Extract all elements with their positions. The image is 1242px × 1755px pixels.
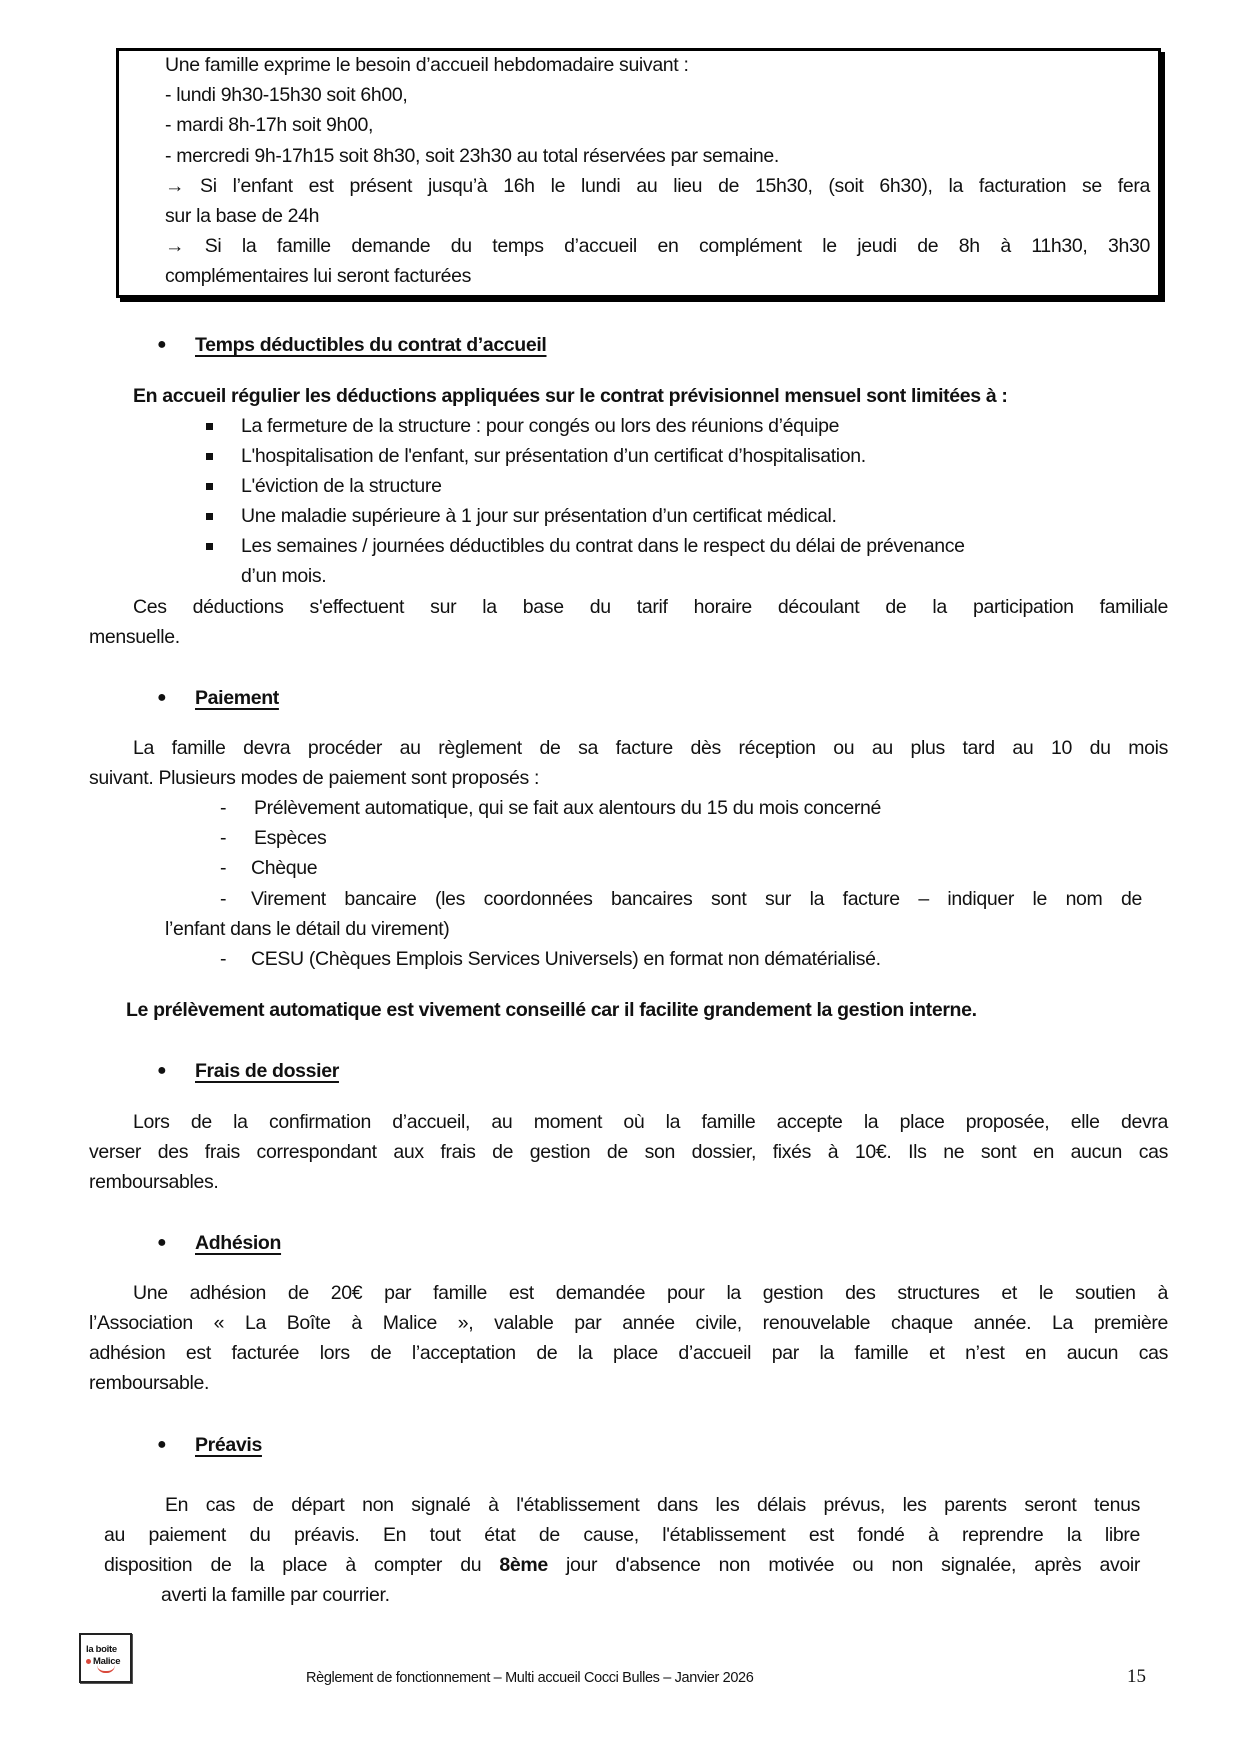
- bullet-icon: ●: [157, 1436, 167, 1453]
- square-bullet-icon: [206, 453, 213, 460]
- logo-text: la boîte: [86, 1644, 117, 1655]
- deduction-item: La fermeture de la structure : pour congés ou lors des réunions d’équipe: [241, 415, 840, 437]
- payment-method: Virement bancaire (les coordonnées bancaires sont sur la facture – indiquer le nom de: [251, 888, 1142, 910]
- logo-dot-icon: [86, 1659, 91, 1664]
- example-line: - mardi 8h-17h soit 9h00,: [165, 114, 374, 136]
- preavis-text: jour d'absence non motivée ou non signalée, après avoir: [547, 1554, 1140, 1576]
- example-line: - lundi 9h30-15h30 soit 6h00,: [165, 84, 408, 106]
- dash-icon: -: [220, 797, 227, 819]
- deductions-paragraph: mensuelle.: [89, 626, 180, 648]
- dash-icon: -: [220, 827, 227, 849]
- paiement-paragraph: suivant. Plusieurs modes de paiement sont proposés :: [89, 767, 540, 789]
- example-line: Une famille exprime le besoin d’accueil hebdomadaire suivant :: [165, 54, 689, 76]
- frais-paragraph: Lors de la confirmation d’accueil, au moment où la famille accepte la place proposée, elle devra: [133, 1111, 1168, 1133]
- payment-method: Prélèvement automatique, qui se fait aux alentours du 15 du mois concerné: [254, 797, 882, 819]
- heading-text: Temps déductibles du contrat d’accueil: [195, 334, 547, 356]
- adhesion-paragraph: Une adhésion de 20€ par famille est demandée pour la gestion des structures et le soutien à: [133, 1282, 1168, 1304]
- bullet-icon: ●: [157, 336, 167, 353]
- deductions-intro: En accueil régulier les déductions appliquées sur le contrat prévisionnel mensuel sont limitées à :: [133, 385, 1008, 407]
- heading-text: Préavis: [195, 1434, 262, 1456]
- payment-method: CESU (Chèques Emplois Services Universels) en format non dématérialisé.: [251, 948, 881, 970]
- bullet-icon: ●: [157, 1062, 167, 1079]
- paiement-paragraph: La famille devra procéder au règlement de sa facture dès réception ou au plus tard au 10 du mois: [133, 737, 1168, 759]
- preavis-paragraph: averti la famille par courrier.: [161, 1584, 390, 1606]
- preavis-paragraph: En cas de départ non signalé à l'établissement dans les délais prévus, les parents seront tenus: [165, 1494, 1140, 1516]
- page-number: 15: [1127, 1666, 1146, 1687]
- logo-text: Malice: [93, 1656, 121, 1667]
- square-bullet-icon: [206, 513, 213, 520]
- dash-icon: -: [220, 857, 227, 879]
- adhesion-paragraph: adhésion est facturée lors de l’acceptation de la place d’accueil par la famille et n’est en aucun cas: [89, 1342, 1168, 1364]
- square-bullet-icon: [206, 543, 213, 550]
- footer-title: Règlement de fonctionnement – Multi accueil Cocci Bulles – Janvier 2026: [306, 1670, 754, 1686]
- example-line: complémentaires lui seront facturées: [165, 265, 472, 287]
- payment-method: Espèces: [254, 827, 327, 849]
- bullet-icon: ●: [157, 1234, 167, 1251]
- preavis-paragraph: au paiement du préavis. En tout état de cause, l'établissement est fondé à reprendre la libre: [104, 1524, 1140, 1546]
- deduction-item: Une maladie supérieure à 1 jour sur présentation d’un certificat médical.: [241, 505, 837, 527]
- deduction-item-continuation: d’un mois.: [241, 565, 327, 587]
- payment-method-continuation: l’enfant dans le détail du virement): [165, 918, 450, 940]
- deduction-item: L'éviction de la structure: [241, 475, 442, 497]
- dash-icon: -: [220, 888, 227, 910]
- preavis-text: disposition de la place à compter du: [104, 1554, 500, 1576]
- payment-method: Chèque: [251, 857, 318, 879]
- example-line: sur la base de 24h: [165, 205, 320, 227]
- square-bullet-icon: [206, 423, 213, 430]
- example-line: → Si la famille demande du temps d’accueil en complément le jeudi de 8h à 11h30, 3h30: [165, 235, 1150, 257]
- association-logo: [79, 1633, 132, 1683]
- heading-text: Adhésion: [195, 1232, 282, 1254]
- deductions-paragraph: Ces déductions s'effectuent sur la base du tarif horaire découlant de la participation familiale: [133, 596, 1168, 618]
- preavis-paragraph: [104, 1550, 1140, 1580]
- example-line: - mercredi 9h-17h15 soit 8h30, soit 23h30 au total réservées par semaine.: [165, 145, 779, 167]
- adhesion-paragraph: remboursable.: [89, 1372, 210, 1394]
- frais-paragraph: verser des frais correspondant aux frais de gestion de son dossier, fixés à 10€. Ils ne sont en aucun cas: [89, 1141, 1168, 1163]
- paiement-note: Le prélèvement automatique est vivement conseillé car il facilite grandement la gestion interne.: [126, 999, 977, 1021]
- heading-text: Frais de dossier: [195, 1060, 339, 1082]
- deduction-item: L'hospitalisation de l'enfant, sur présentation d’un certificat d’hospitalisation.: [241, 445, 866, 467]
- bullet-icon: ●: [157, 689, 167, 706]
- heading-text: Paiement: [195, 687, 279, 709]
- square-bullet-icon: [206, 483, 213, 490]
- adhesion-paragraph: l’Association « La Boîte à Malice », valable par année civile, renouvelable chaque année. La première: [89, 1312, 1168, 1334]
- frais-paragraph: remboursables.: [89, 1171, 219, 1193]
- example-line: → Si l’enfant est présent jusqu’à 16h le lundi au lieu de 15h30, (soit 6h30), la facturation se fera: [165, 175, 1150, 197]
- preavis-bold-day: 8ème: [499, 1554, 548, 1576]
- logo-smile-icon: [97, 1665, 115, 1673]
- deduction-item: Les semaines / journées déductibles du contrat dans le respect du délai de prévenance: [241, 535, 965, 557]
- dash-icon: -: [220, 948, 227, 970]
